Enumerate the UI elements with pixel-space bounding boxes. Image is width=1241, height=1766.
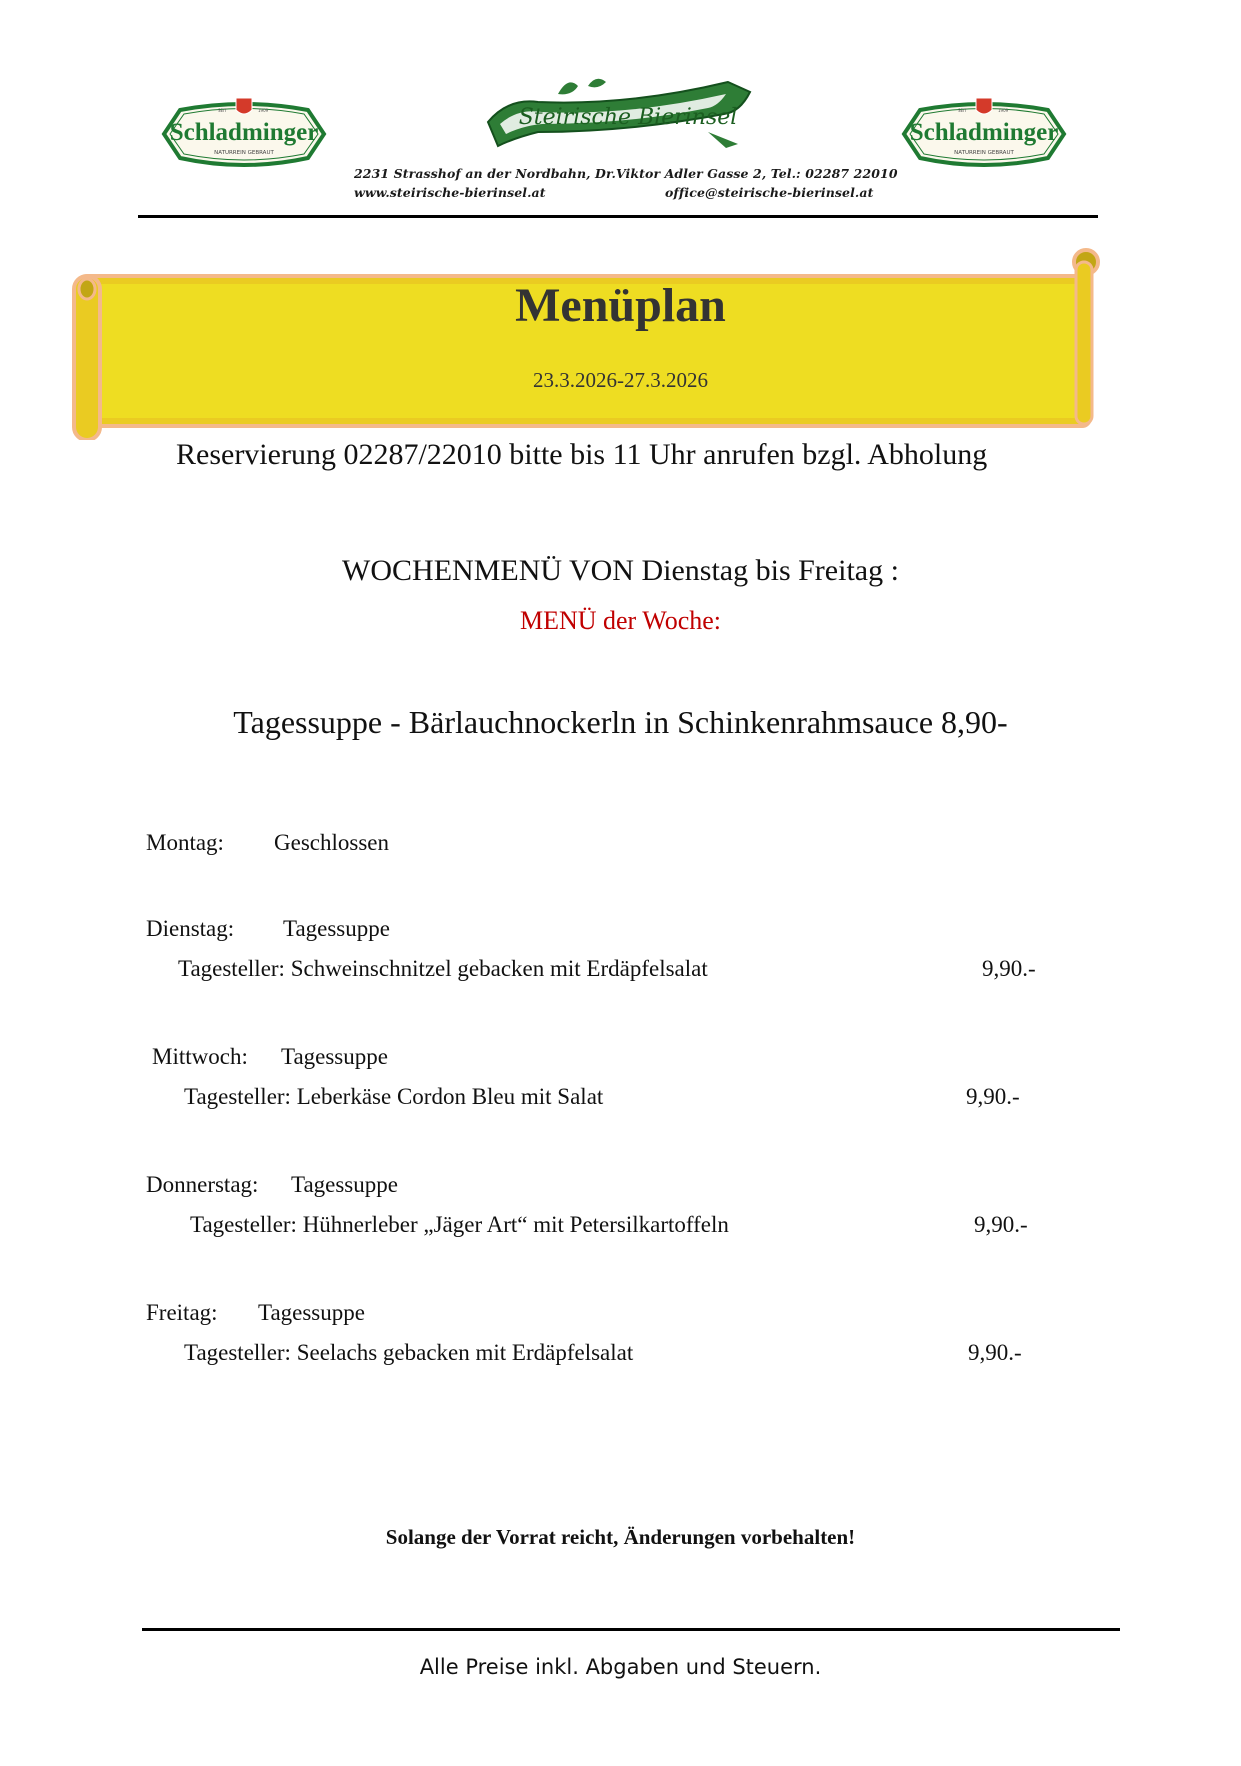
day-plate-thursday: Tagesteller: Hühnerleber „Jäger Art“ mit Petersilkartoffeln	[190, 1212, 729, 1237]
day-label-monday: Montag:	[146, 830, 224, 855]
day-price-tuesday: 9,90.-	[982, 956, 1036, 981]
reservation-note: Reservierung 02287/22010 bitte bis 11 Uhr anrufen bzgl. Abholung	[176, 438, 988, 471]
svg-text:SEIT: SEIT	[218, 108, 227, 113]
day-plate-friday: Tagesteller: Seelachs gebacken mit Erdäpfelsalat	[184, 1340, 634, 1365]
day-soup-tuesday: Tagessuppe	[283, 916, 390, 941]
svg-text:SEIT: SEIT	[958, 108, 967, 113]
svg-text:1909: 1909	[258, 108, 269, 113]
day-label-friday: Freitag:	[146, 1300, 218, 1325]
svg-text:1909: 1909	[998, 108, 1009, 113]
svg-text:Schladminger: Schladminger	[909, 119, 1059, 146]
day-soup-monday: Geschlossen	[274, 830, 389, 855]
svg-text:NATURREIN GEBRAUT: NATURREIN GEBRAUT	[954, 150, 1014, 156]
weekly-menu-heading: WOCHENMENÜ VON Dienstag bis Freitag :	[342, 554, 899, 587]
weekly-menu-subheading: MENÜ der Woche:	[519, 606, 722, 635]
title-scroll-banner	[68, 240, 1104, 440]
header-divider	[138, 215, 1098, 218]
day-plate-wednesday: Tagesteller: Leberkäse Cordon Bleu mit Salat	[184, 1084, 604, 1109]
availability-notice: Solange der Vorrat reicht, Änderungen vorbehalten!	[385, 1525, 856, 1549]
day-label-thursday: Donnerstag:	[146, 1172, 259, 1197]
page-title: Menüplan	[515, 279, 726, 332]
day-price-thursday: 9,90.-	[974, 1212, 1028, 1237]
day-soup-friday: Tagessuppe	[258, 1300, 365, 1325]
weekly-menu-dish: Tagessuppe - Bärlauchnockerln in Schinkenrahmsauce 8,90-	[233, 704, 1008, 740]
svg-text:Steirische Bierinsel: Steirische Bierinsel	[518, 105, 738, 130]
steirische-bierinsel-logo	[478, 72, 766, 152]
schladminger-logo-right	[898, 92, 1070, 178]
svg-text:Schladminger: Schladminger	[169, 119, 319, 146]
day-label-wednesday: Mittwoch:	[152, 1044, 248, 1069]
svg-text:NATURREIN GEBRAUT: NATURREIN GEBRAUT	[214, 150, 274, 156]
day-price-friday: 9,90.-	[968, 1340, 1022, 1365]
footer-price-note: Alle Preise inkl. Abgaben und Steuern.	[419, 1655, 822, 1679]
address-line: 2231 Strasshof an der Nordbahn, Dr.Viktor Adler Gasse 2, Tel.: 02287 22010	[354, 166, 898, 181]
day-plate-tuesday: Tagesteller: Schweinschnitzel gebacken mit Erdäpfelsalat	[178, 956, 708, 981]
day-label-tuesday: Dienstag:	[146, 916, 235, 941]
day-price-wednesday: 9,90.-	[966, 1084, 1020, 1109]
day-soup-wednesday: Tagessuppe	[281, 1044, 388, 1069]
date-range: 23.3.2026-27.3.2026	[533, 368, 708, 392]
website-link[interactable]: www.steirische-bierinsel.at	[354, 185, 546, 200]
day-soup-thursday: Tagessuppe	[291, 1172, 398, 1197]
schladminger-logo-left	[158, 92, 330, 178]
footer-divider	[142, 1628, 1120, 1631]
email-link[interactable]: office@steirische-bierinsel.at	[665, 185, 874, 200]
